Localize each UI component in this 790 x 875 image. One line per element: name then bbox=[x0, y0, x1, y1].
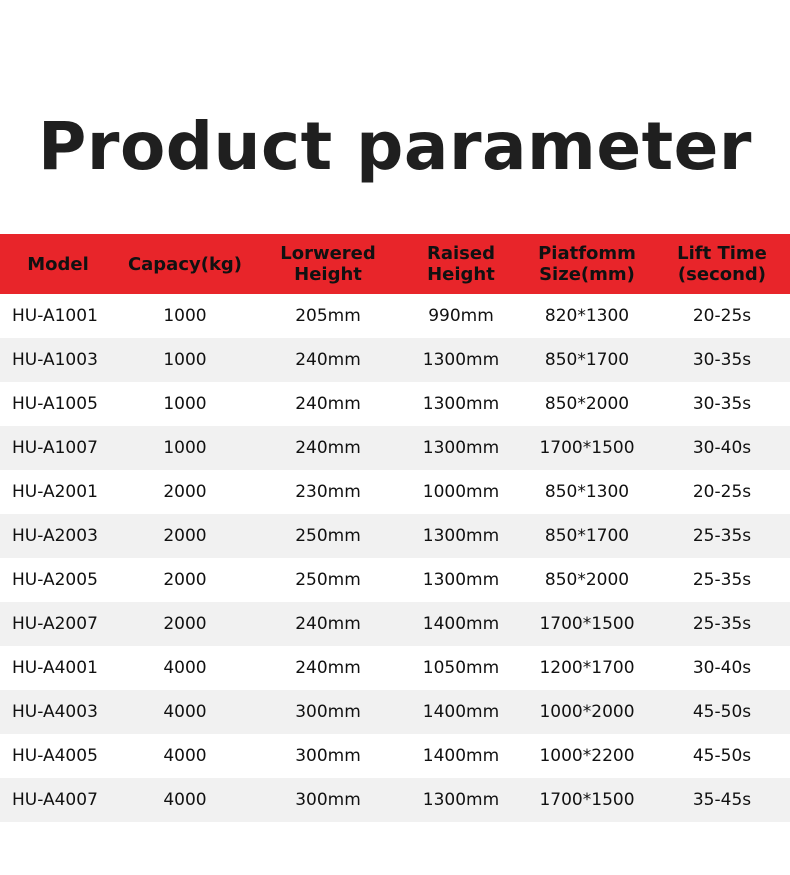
cell-model: HU-A2005 bbox=[12, 570, 98, 590]
cell-platform-size: 850*1300 bbox=[544, 482, 630, 502]
cell-model: HU-A1001 bbox=[12, 306, 98, 326]
cell-capacity: 1000 bbox=[163, 306, 207, 326]
cell-platform-size: 850*2000 bbox=[544, 570, 630, 590]
cell-platform-size: 1700*1500 bbox=[539, 438, 635, 458]
table-row bbox=[0, 426, 790, 470]
table-row bbox=[0, 558, 790, 602]
cell-model: HU-A1007 bbox=[12, 438, 98, 458]
table-row bbox=[0, 734, 790, 778]
cell-raised-height: 1300mm bbox=[422, 790, 500, 810]
cell-capacity: 1000 bbox=[163, 350, 207, 370]
cell-model: HU-A4005 bbox=[12, 746, 98, 766]
cell-lift-time: 25-35s bbox=[692, 614, 752, 634]
cell-platform-size: 1700*1500 bbox=[539, 790, 635, 810]
table-row bbox=[0, 470, 790, 514]
cell-lift-time: 30-35s bbox=[692, 394, 752, 414]
header-platform-size: Piatfomm Size(mm) bbox=[538, 243, 636, 285]
cell-lowered-height: 300mm bbox=[295, 702, 361, 722]
table-body bbox=[0, 294, 790, 822]
cell-capacity: 4000 bbox=[163, 702, 207, 722]
cell-model: HU-A4001 bbox=[12, 658, 98, 678]
cell-raised-height: 1000mm bbox=[422, 482, 500, 502]
cell-capacity: 2000 bbox=[163, 482, 207, 502]
cell-lowered-height: 240mm bbox=[295, 350, 361, 370]
header-lift-time: Lift Time (second) bbox=[677, 243, 767, 285]
header-lowered-height: Lorwered Height bbox=[280, 243, 376, 285]
cell-model: HU-A2007 bbox=[12, 614, 98, 634]
cell-platform-size: 1700*1500 bbox=[539, 614, 635, 634]
cell-lowered-height: 300mm bbox=[295, 746, 361, 766]
cell-lowered-height: 205mm bbox=[295, 306, 361, 326]
cell-raised-height: 1300mm bbox=[422, 438, 500, 458]
page-title: Product parameter bbox=[38, 108, 752, 185]
table-header bbox=[0, 234, 790, 294]
cell-platform-size: 1000*2000 bbox=[539, 702, 635, 722]
cell-lowered-height: 230mm bbox=[295, 482, 361, 502]
header-raised-height: Raised Height bbox=[427, 243, 495, 285]
cell-lift-time: 30-40s bbox=[692, 438, 752, 458]
table-row bbox=[0, 602, 790, 646]
table-row bbox=[0, 338, 790, 382]
header-model: Model bbox=[27, 253, 89, 275]
cell-lowered-height: 250mm bbox=[295, 526, 361, 546]
table-row bbox=[0, 514, 790, 558]
cell-capacity: 1000 bbox=[163, 438, 207, 458]
table-row bbox=[0, 294, 790, 338]
cell-lift-time: 25-35s bbox=[692, 526, 752, 546]
cell-lift-time: 20-25s bbox=[692, 482, 752, 502]
cell-platform-size: 1200*1700 bbox=[539, 658, 635, 678]
cell-platform-size: 850*1700 bbox=[544, 526, 630, 546]
cell-lowered-height: 240mm bbox=[295, 658, 361, 678]
cell-capacity: 2000 bbox=[163, 570, 207, 590]
cell-raised-height: 1400mm bbox=[422, 746, 500, 766]
cell-lowered-height: 250mm bbox=[295, 570, 361, 590]
cell-capacity: 4000 bbox=[163, 790, 207, 810]
cell-platform-size: 820*1300 bbox=[544, 306, 630, 326]
cell-lift-time: 30-35s bbox=[692, 350, 752, 370]
cell-capacity: 4000 bbox=[163, 658, 207, 678]
cell-raised-height: 1050mm bbox=[422, 658, 500, 678]
cell-model: HU-A2003 bbox=[12, 526, 98, 546]
table-row bbox=[0, 382, 790, 426]
cell-lift-time: 45-50s bbox=[692, 746, 752, 766]
cell-platform-size: 850*1700 bbox=[544, 350, 630, 370]
cell-model: HU-A1005 bbox=[12, 394, 98, 414]
cell-platform-size: 1000*2200 bbox=[539, 746, 635, 766]
parameter-table bbox=[0, 234, 790, 822]
cell-capacity: 1000 bbox=[163, 394, 207, 414]
cell-raised-height: 990mm bbox=[428, 306, 494, 326]
cell-lowered-height: 240mm bbox=[295, 394, 361, 414]
cell-lowered-height: 240mm bbox=[295, 438, 361, 458]
cell-raised-height: 1300mm bbox=[422, 526, 500, 546]
cell-model: HU-A4007 bbox=[12, 790, 98, 810]
cell-model: HU-A1003 bbox=[12, 350, 98, 370]
cell-lowered-height: 240mm bbox=[295, 614, 361, 634]
cell-capacity: 2000 bbox=[163, 526, 207, 546]
cell-lift-time: 30-40s bbox=[692, 658, 752, 678]
cell-raised-height: 1300mm bbox=[422, 350, 500, 370]
table-row bbox=[0, 646, 790, 690]
cell-lift-time: 20-25s bbox=[692, 306, 752, 326]
cell-lift-time: 25-35s bbox=[692, 570, 752, 590]
header-capacity: Capacy(kg) bbox=[127, 253, 243, 275]
cell-raised-height: 1300mm bbox=[422, 570, 500, 590]
table-row bbox=[0, 690, 790, 734]
cell-raised-height: 1400mm bbox=[422, 614, 500, 634]
cell-raised-height: 1300mm bbox=[422, 394, 500, 414]
cell-capacity: 2000 bbox=[163, 614, 207, 634]
table-row bbox=[0, 778, 790, 822]
cell-platform-size: 850*2000 bbox=[544, 394, 630, 414]
cell-lowered-height: 300mm bbox=[295, 790, 361, 810]
cell-model: HU-A2001 bbox=[12, 482, 98, 502]
cell-raised-height: 1400mm bbox=[422, 702, 500, 722]
cell-lift-time: 35-45s bbox=[692, 790, 752, 810]
cell-capacity: 4000 bbox=[163, 746, 207, 766]
cell-lift-time: 45-50s bbox=[692, 702, 752, 722]
cell-model: HU-A4003 bbox=[12, 702, 98, 722]
